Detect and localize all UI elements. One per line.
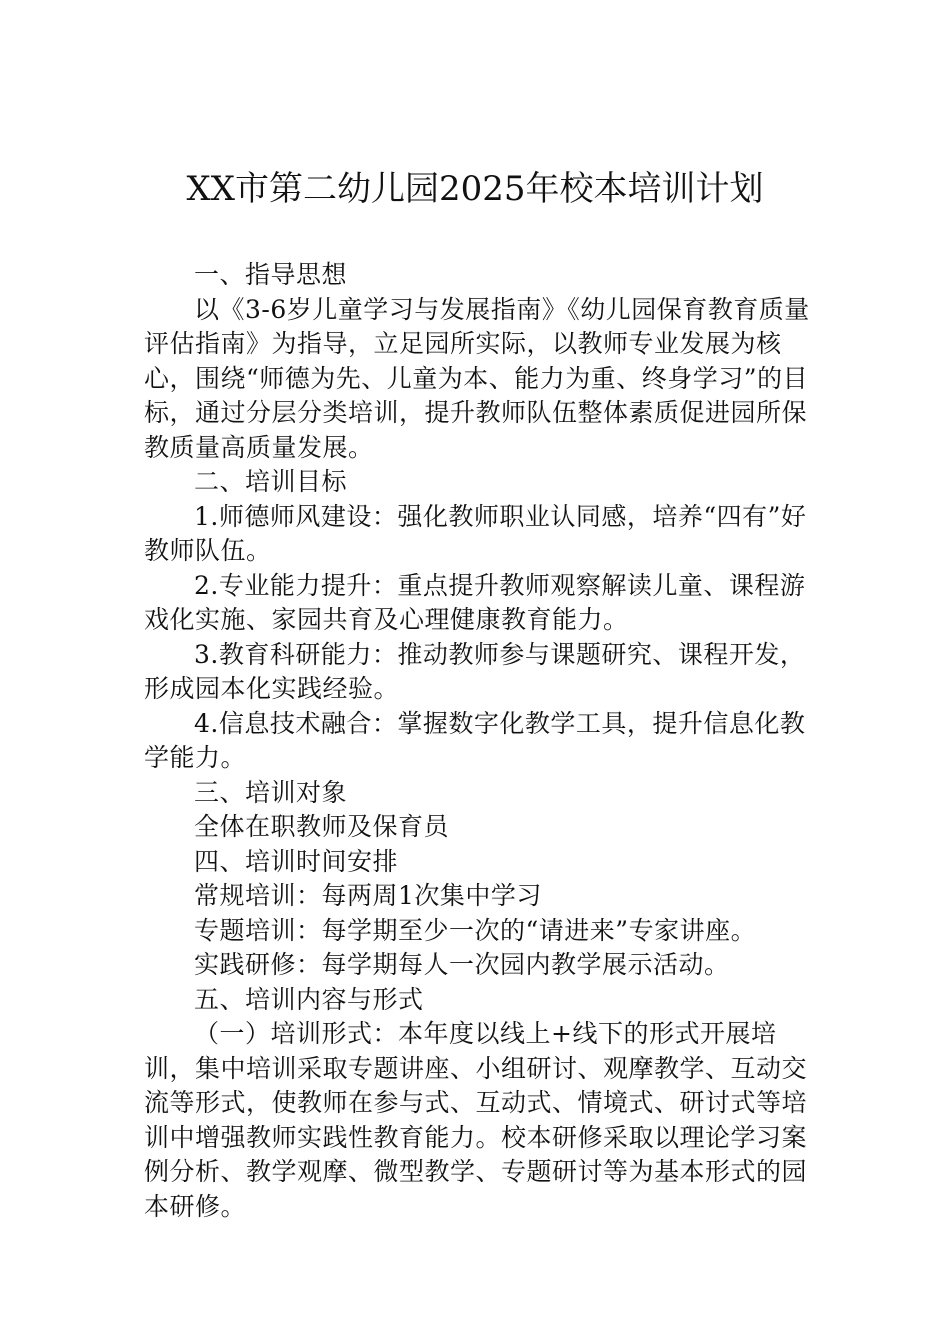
schedule-item-practice: 实践研修：每学期每人一次园内教学展示活动。 [194,950,730,979]
paragraph-guiding-ideology: 以《3-6岁儿童学习与发展指南》《幼儿园保育教育质量评估指南》为指导，立足园所实际，以教师专业发展为核心，围绕“师德为先、儿童为本、能力为重、终身学习”的目标，通过分层分类培训，提升教师队伍整体素质促进园所保教质量高质量发展。 [144,294,810,462]
section-heading-training-goals: 二、培训目标 [194,467,348,496]
paragraph-training-targets: 全体在职教师及保育员 [194,812,450,841]
section-heading-training-targets: 三、培训对象 [194,777,348,807]
section-heading-content-format: 五、培训内容与形式 [194,984,424,1014]
goal-item-research-ability: 3.教育科研能力：推动教师参与课题研究、课程开发，形成园本化实践经验。 [144,639,806,703]
paragraph-training-format: （一）培训形式：本年度以线上+线下的形式开展培训，集中培训采取专题讲座、小组研讨、观摩教学、互动交流等形式，使教师在参与式、互动式、情境式、研讨式等培训中增强教师实践性教育能力。校本研修采取以理论学习案例分析、教学观摩、微型教学、专题研讨等为基本形式的园本研修。 [144,1019,808,1221]
section-heading-guiding-ideology: 一、指导思想 [194,260,348,289]
schedule-item-special: 专题培训：每学期至少一次的“请进来”专家讲座。 [194,915,757,945]
schedule-item-regular: 常规培训：每两周1次集中学习 [194,881,542,910]
section-heading-schedule: 四、培训时间安排 [194,846,399,876]
goal-item-it-integration: 4.信息技术融合：掌握数字化教学工具，提升信息化教学能力。 [144,708,806,772]
document-title: XX市第二幼儿园2025年校本培训计划 [186,169,764,209]
goal-item-ethics: 1.师德师风建设：强化教师职业认同感，培养“四有”好教师队伍。 [144,501,807,565]
goal-item-professional-ability: 2.专业能力提升：重点提升教师观察解读儿童、课程游戏化实施、家园共育及心理健康教育能力。 [144,570,806,634]
document-body [144,258,814,1224]
